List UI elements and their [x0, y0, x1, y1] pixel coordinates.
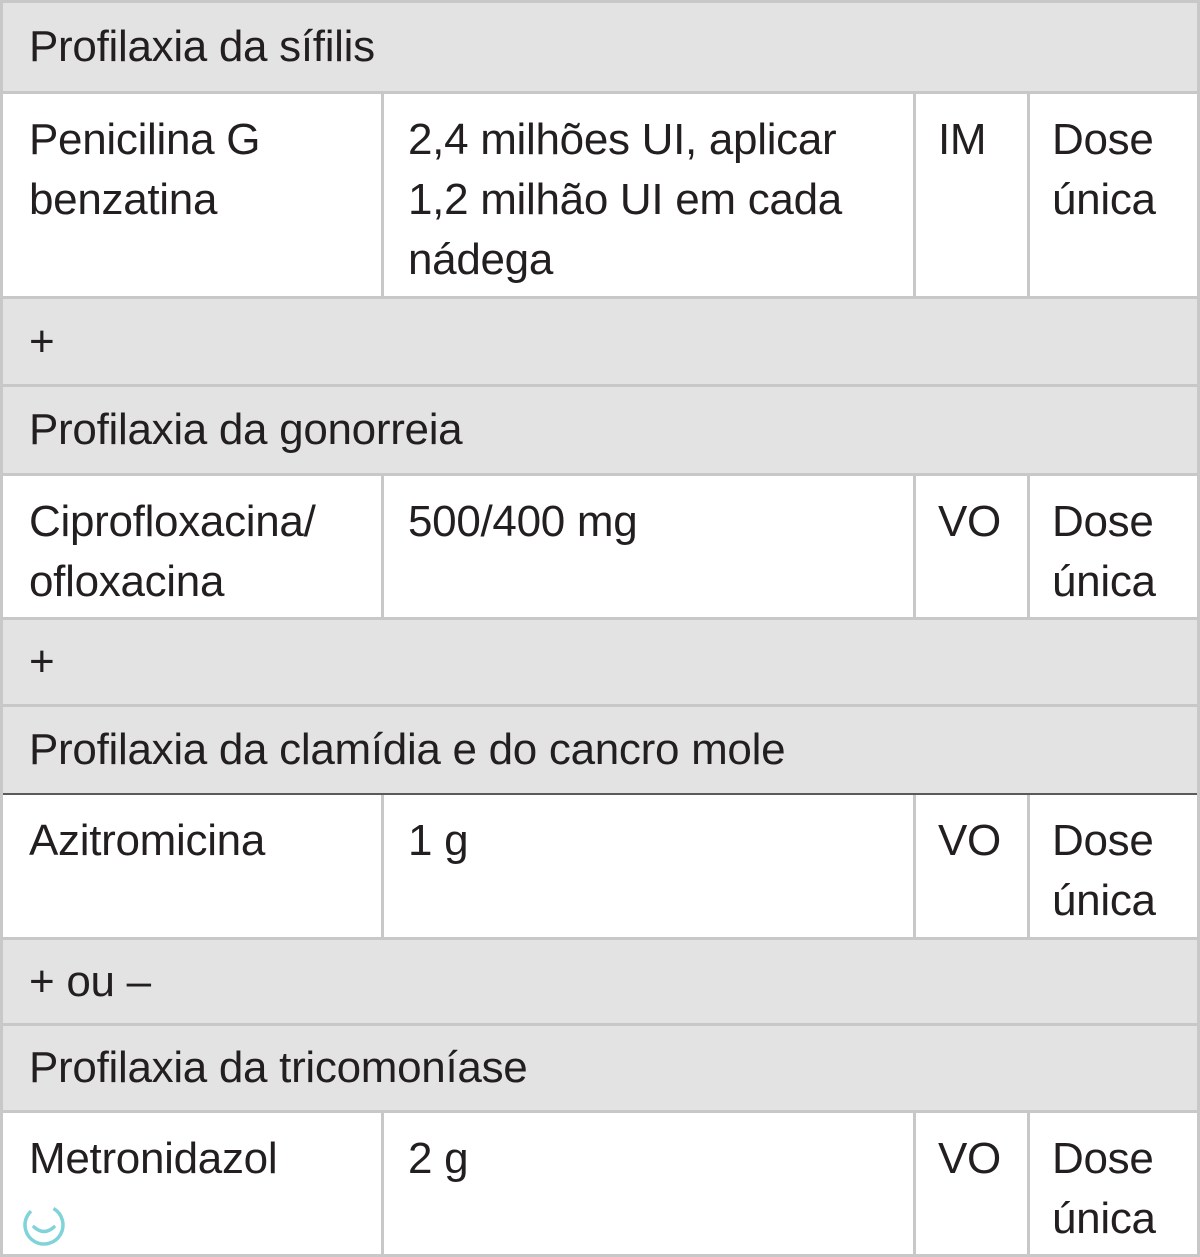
route-cell: VO — [916, 1113, 1030, 1254]
drug-name-cell: Azitromicina — [3, 795, 384, 937]
combination-separator — [3, 620, 1197, 704]
separator-text: + — [29, 316, 55, 366]
section-header-gonorreia — [3, 387, 1197, 473]
route-cell: VO — [916, 476, 1030, 617]
section-header-text: Profilaxia da gonorreia — [29, 405, 463, 454]
section-header-clamidia — [3, 707, 1197, 793]
section-header-tricomoniase — [3, 1026, 1197, 1110]
table-row — [3, 476, 1197, 617]
table-row — [3, 795, 1197, 937]
section-header-sifilis — [3, 3, 1197, 91]
separator-text: + — [29, 637, 55, 686]
section-header-text: Profilaxia da tricomoníase — [29, 1043, 528, 1092]
drug-name-cell: Metronidazol — [3, 1113, 384, 1254]
combination-separator — [3, 299, 1197, 384]
circular-arrow-logo-icon — [21, 1202, 67, 1248]
section-header-text: Profilaxia da clamídia e do cancro mole — [29, 725, 786, 774]
dose-cell: 2 g — [384, 1113, 916, 1254]
dose-cell: 2,4 milhões UI, aplicar 1,2 milhão UI em cada nádega — [384, 94, 916, 296]
frequency-cell: Dose única — [1052, 497, 1156, 606]
combination-separator — [3, 940, 1197, 1023]
dose-cell: 1 g — [384, 795, 916, 937]
route-cell: VO — [916, 795, 1030, 937]
frequency-cell: Dose única — [1052, 816, 1156, 925]
drug-name-cell: Penicilina G benzatina — [3, 94, 384, 296]
frequency-cell: Dose única — [1052, 1134, 1156, 1243]
table-row — [3, 94, 1197, 296]
dose-cell: 500/400 mg — [384, 476, 916, 617]
route-cell: IM — [916, 94, 1030, 296]
table-row — [3, 1113, 1197, 1254]
frequency-cell: Dose única — [1052, 115, 1156, 224]
drug-name-cell: Ciprofloxacina/ ofloxacina — [3, 476, 384, 617]
section-header-text: Profilaxia da sífilis — [29, 22, 375, 71]
separator-text: + ou – — [29, 956, 151, 1006]
